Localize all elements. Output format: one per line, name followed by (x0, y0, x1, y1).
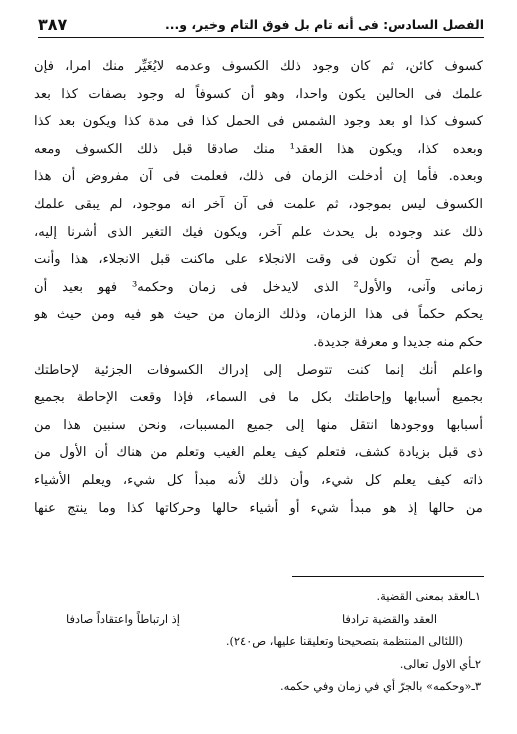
running-title: الفصل السادس: فى أنه تام بل فوق التام وخير، و... (164, 16, 484, 32)
text-line: وبعده. فأما إن أدخلت الزمان فى ذلك، فعلمت فى آن مفروض أن هذا (34, 169, 483, 185)
text-line: وبعده كذا، ويكون هذا العقد¹ منك صادقا قبل ذلك الكسوف ومعه (34, 141, 483, 157)
footnote-divider (292, 576, 484, 577)
text-line: واعلم أنك إنما كنت تتوصل إلى إدراك الكسوفات الجزئية لإحاطتك (34, 362, 483, 378)
footnote-verse (40, 608, 481, 631)
text-line: زمانى وآنى، والأول² الذى لايدخل فى زمان وحكمه³ فهو بعيد أن (34, 279, 483, 295)
verse-hemistich-right: العقد والقضية ترادفا (341, 611, 437, 626)
page-number: ٣٨٧ (38, 14, 68, 34)
text-line: أسبابها ووجودها انتقل منها إلى جميع المسببات، ونحن سنبين هذا من (34, 417, 483, 433)
text-line: ولم يصح أن تكون فى وقت الانجلاء على ماكنت قبل الانجلاء، هذا وأنت (34, 252, 483, 268)
text-line: ذاته كيف يعلم كل شيء، وأن ذلك لأنه مبدأ كل شيء، ويعلم الأشياء (34, 472, 483, 488)
footnote-3: ٣ـ«وحكمه» بالجرّ أي في زمان وفي حكمه. (280, 679, 481, 693)
text-line: حكم منه جديدا و معرفة جديدة. (313, 334, 483, 350)
footnote-2: ٢ـأي الاول تعالى. (399, 656, 481, 671)
main-text (34, 53, 483, 522)
text-line: علمك فى الحالين يكون واحدا، وهو أن كسوفاً له وجود بصفات كذا بعد (34, 86, 483, 102)
text-line: يحكم حكماً فى هذا الزمان، وذلك الزمان من حيث هو فيه ومن حيث هو (34, 307, 483, 323)
header-divider (38, 37, 484, 38)
footnote-1: ١ـالعقد بمعنى القضية. (376, 589, 481, 603)
text-line: كسوف كائن، ثم كان وجود ذلك الكسوف وعدمه لايُغَيِّر منك امرا، فإن (34, 59, 483, 74)
page-header (38, 12, 484, 36)
footnotes (40, 585, 481, 698)
text-line: بجميع أسبابها وإحاطتك بكل ما فى السماء، فإذا وقعت الإحاطة بجميع (34, 390, 483, 406)
text-line: الكسوف ليس بموجود، ثم علمت فى آن آخر انه موجود، لم يبقى علمك (34, 196, 483, 212)
text-line: من حالها إذ هو مبدأ شيء أو أشياء حالها وحركاتها كذا وما ينتج عنها (34, 500, 483, 516)
verse-hemistich-left: إذ ارتباطاً واعتقاداً صادفا (66, 611, 180, 626)
text-line: ذى قبل بزيادة كشف، فتعلم كيف يعلم الغيب وتعلم من هناك أن الأول من (34, 445, 483, 461)
footnote-1-source: (اللئالى المنتظمة بتصحيحنا وتعليقنا عليها، ص٢٤٠). (225, 634, 463, 648)
text-line: كسوف كذا او بعد وجود الشمس فى الحمل كذا فى مدة كذا ويكون بعد كذا (34, 114, 483, 130)
text-line: ذلك عند وجوده بل يحدث علم آخر، ويكون فيك التغير الذى أشرنا إليه، (34, 224, 483, 240)
